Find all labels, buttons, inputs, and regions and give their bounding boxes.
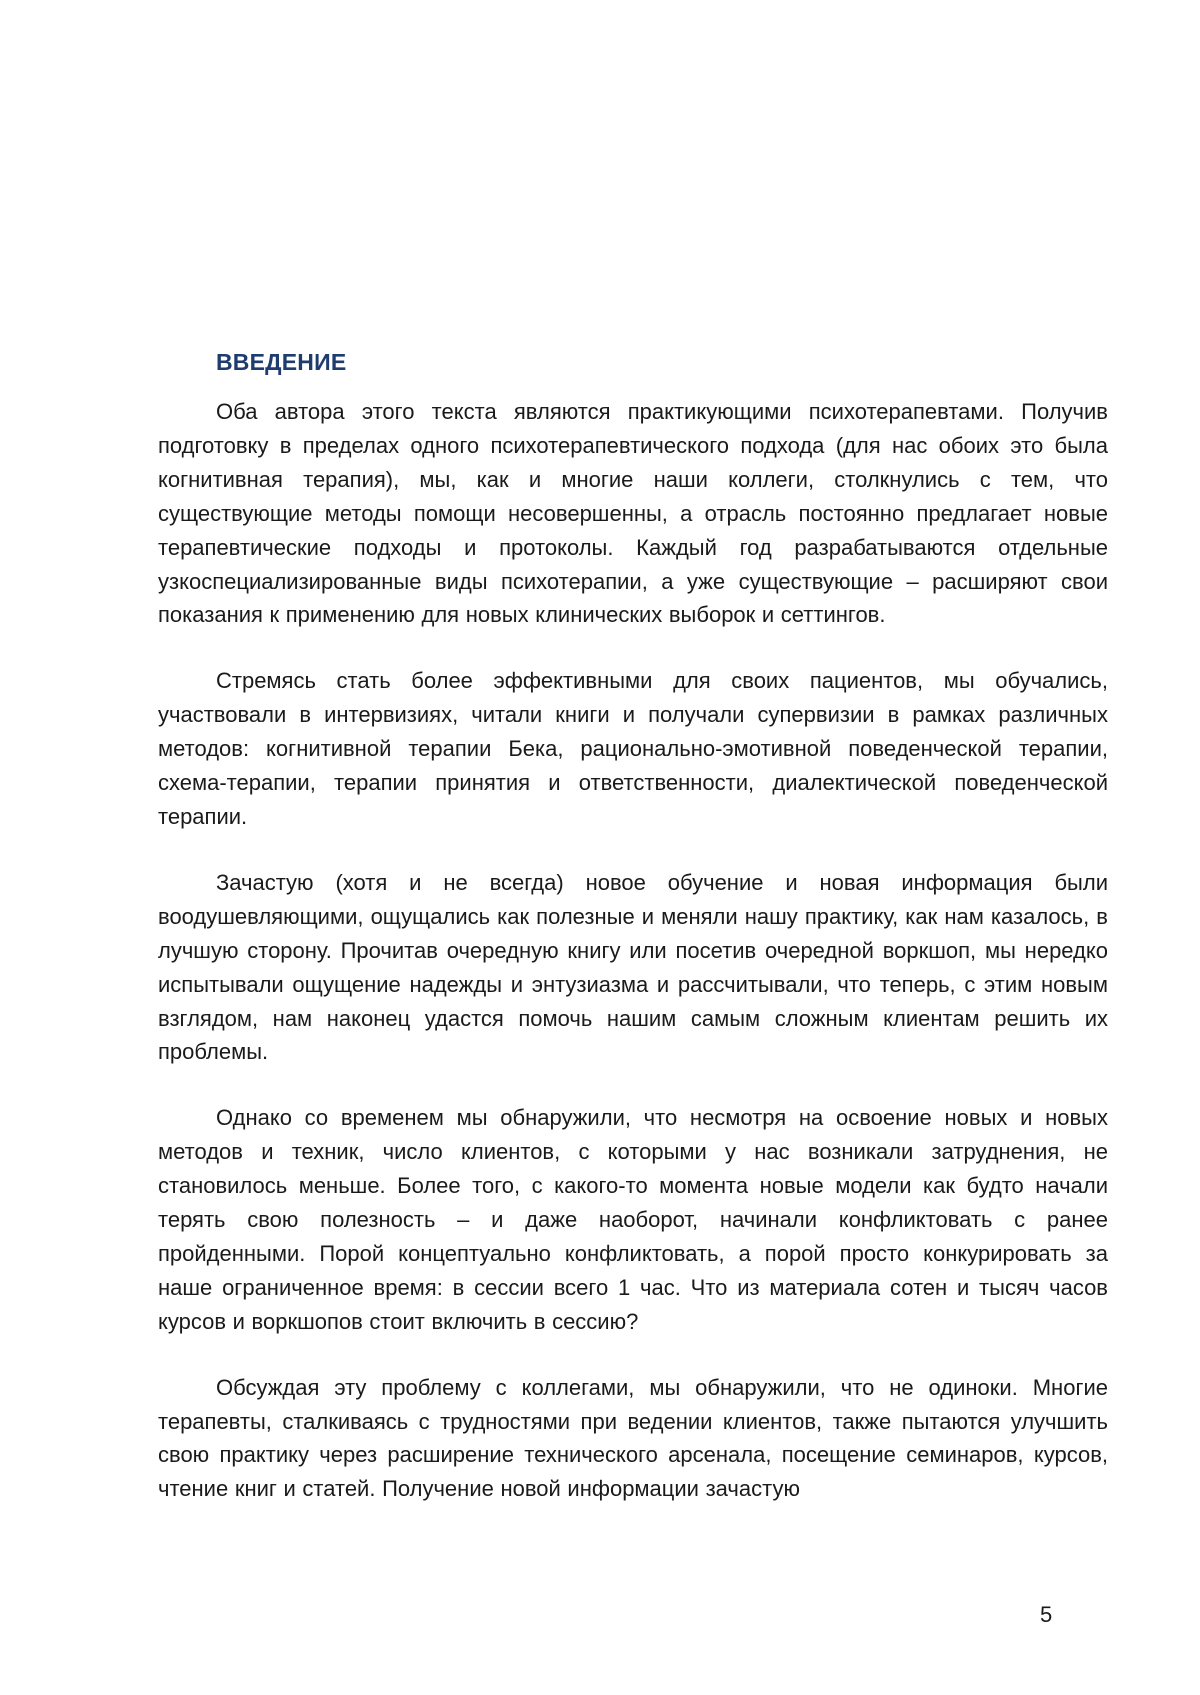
page-number: 5 (1040, 1602, 1053, 1627)
paragraph: Стремясь стать более эффективными для своих пациентов, мы обучались, участвовали в интервизиях, читали книги и получали супервизии в рамках различных методов: когнитивной терапии Бека, рационально-эмотивной поведенческой терапии, схема-терапии, терапии принятия и ответственности, диалектической поведенческой терапии. (158, 668, 1108, 829)
paragraph: Обсуждая эту проблему с коллегами, мы обнаружили, что не одиноки. Многие терапевты, сталкиваясь с трудностями при ведении клиентов, также пытаются улучшить свою практику через расширение технического арсенала, посещение семинаров, курсов, чтение книг и статей. Получение новой информации зачастую (158, 1374, 1108, 1502)
section-heading: ВВЕДЕНИЕ (216, 349, 347, 375)
paragraph: Оба автора этого текста являются практикующими психотерапевтами. Получив подготовку в пределах одного психотерапевтического подхода (для нас обоих это была когнитивная терапия), мы, как и многие наши коллеги, столкнулись с тем, что существующие методы помощи несовершенны, а отрасль постоянно предлагает новые терапевтические подходы и протоколы. Каждый год разрабатываются отдельные узкоспециализированные виды психотерапии, а уже существующие – расширяют свои показания к применению для новых клинических выборок и сеттингов. (158, 399, 1108, 628)
page-content (158, 346, 1108, 1538)
body-text (158, 395, 1108, 1506)
paragraph: Однако со временем мы обнаружили, что несмотря на освоение новых и новых методов и техник, число клиентов, с которыми у нас возникали затруднения, не становилось меньше. Более того, с какого-то момента новые модели как будто начали терять свою полезность – и даже наоборот, начинали конфликтовать с ранее пройденными. Порой концептуально конфликтовать, а порой просто конкурировать за наше ограниченное время: в сессии всего 1 час. Что из материала сотен и тысяч часов курсов и воркшопов стоит включить в сессию? (158, 1105, 1108, 1334)
paragraph: Зачастую (хотя и не всегда) новое обучение и новая информация были воодушевляющими, ощущались как полезные и меняли нашу практику, как нам казалось, в лучшую сторону. Прочитав очередную книгу или посетив очередной воркшоп, мы нередко испытывали ощущение надежды и энтузиазма и рассчитывали, что теперь, с этим новым взглядом, нам наконец удастся помочь нашим самым сложным клиентам решить их проблемы. (158, 869, 1108, 1065)
